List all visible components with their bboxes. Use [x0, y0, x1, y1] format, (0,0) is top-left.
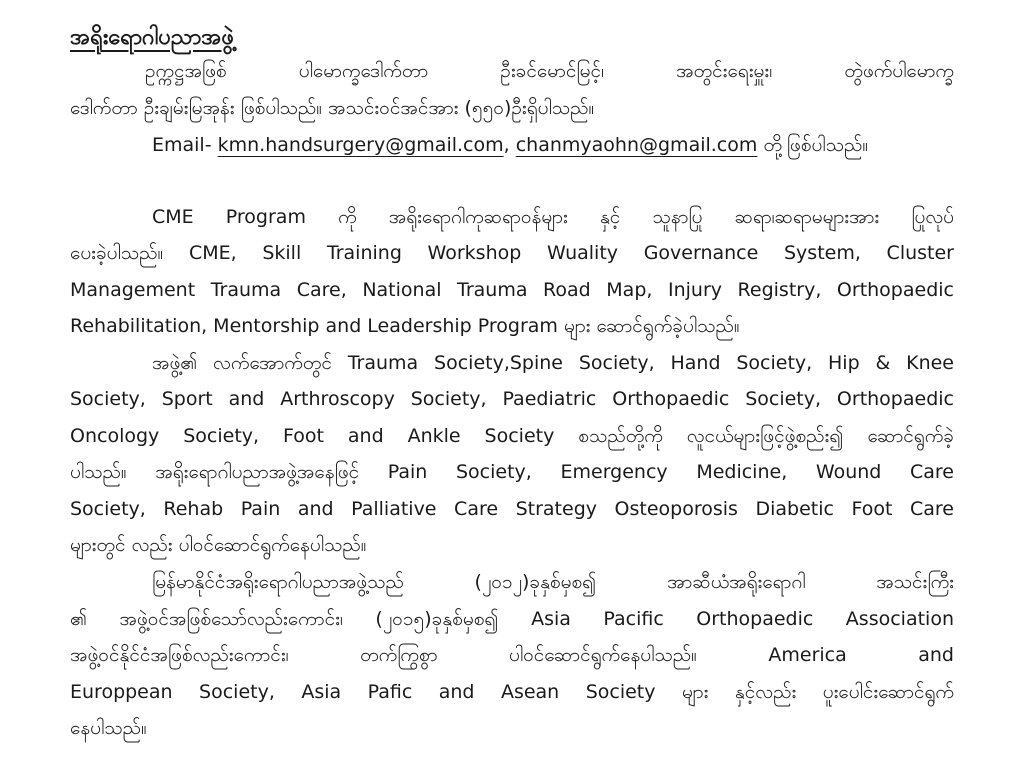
email-line [152, 136, 868, 155]
email-prefix: Email- [152, 134, 212, 156]
email-suffix: တို့ဖြစ်ပါသည်။ [763, 134, 869, 156]
email-link-2[interactable]: chanmyaohn@gmail.com [515, 134, 758, 156]
para4-line3: အဖွဲ့ဝင်နိုင်ငံအဖြစ်လည်းကောင်း၊ တက်ကြွစွာ ပါဝင်ဆောင်ရွက်နေပါသည်။ America and [70, 644, 954, 666]
para4-line5: နေပါသည်။ [70, 717, 147, 739]
para4-line2: ၏ အဖွဲ့ဝင်အဖြစ်သော်လည်းကောင်း၊ (၂၀၁၅)ခုနှစ်မှစ၍ Asia Pacific Orthopaedic Association [70, 608, 954, 630]
para3-line1: အဖွဲ့၏ လက်အောက်တွင် Trauma Society,Spine Society, Hand Society, Hip & Knee [152, 352, 954, 374]
para2-line1: CME Program ကို အရိုးရောဂါကုဆရာဝန်များ နှင့် သူနာပြု ဆရာ၊ဆရာမများအား ပြုလုပ် [152, 206, 954, 228]
para2-line4: Rehabilitation, Mentorship and Leadership Program များ ဆောင်ရွက်ခဲ့ပါသည်။ [70, 315, 740, 337]
para3-line4: ပါသည်။ အရိုးရောဂါပညာအဖွဲ့အနေဖြင့် Pain Society, Emergency Medicine, Wound Care [70, 461, 954, 483]
para3-line3: Oncology Society, Foot and Ankle Society စသည်တို့ကို လူငယ်များဖြင့်ဖွဲ့စည်း၍ ဆောင်ရွက်ခဲ့ [70, 425, 954, 447]
para2-line2: ပေးခဲ့ပါသည်။ CME, Skill Training Workshop Wuality Governance System, Cluster [70, 242, 954, 264]
para3-line2: Society, Sport and Arthroscopy Society, Paediatric Orthopaedic Society, Orthopaedic [70, 388, 954, 410]
para3-line5: Society, Rehab Pain and Palliative Care Strategy Osteoporosis Diabetic Foot Care [70, 498, 954, 520]
para3-line6: များတွင် လည်း ပါဝင်ဆောင်ရွက်နေပါသည်။ [70, 534, 367, 556]
email-link-1[interactable]: kmn.handsurgery@gmail.com [217, 134, 504, 156]
para4-line4: Europpean Society, Asia Pafic and Asean Society များ နှင့်လည်း ပူးပေါင်းဆောင်ရွက် [70, 681, 954, 703]
para1-line1: ဥက္ကဋ္ဌအဖြစ် ပါမောက္ခဒေါက်တာ ဦးခင်မောင်မြင့်၊ အတွင်းရေးမှူး၊ တွဲဖက်ပါမောက္ခ [145, 60, 954, 82]
para2-line3: Management Trauma Care, National Trauma Road Map, Injury Registry, Orthopaedic [70, 279, 954, 301]
email-separator: , [503, 134, 510, 156]
para1-line2: ဒေါက်တာ ဦးချမ်းမြအုန်း ဖြစ်ပါသည်။ အသင်းဝင်အင်အား (၅၅၀)ဦးရှိပါသည်။ [70, 97, 595, 119]
document-heading: အရိုးရောဂါပညာအဖွဲ့ [70, 25, 235, 50]
para4-line1: မြန်မာနိုင်ငံအရိုးရောဂါပညာအဖွဲ့သည် (၂၀၁၂)ခုနှစ်မှစ၍ အာဆီယံအရိုးရောဂါ အသင်းကြီး [152, 571, 954, 593]
